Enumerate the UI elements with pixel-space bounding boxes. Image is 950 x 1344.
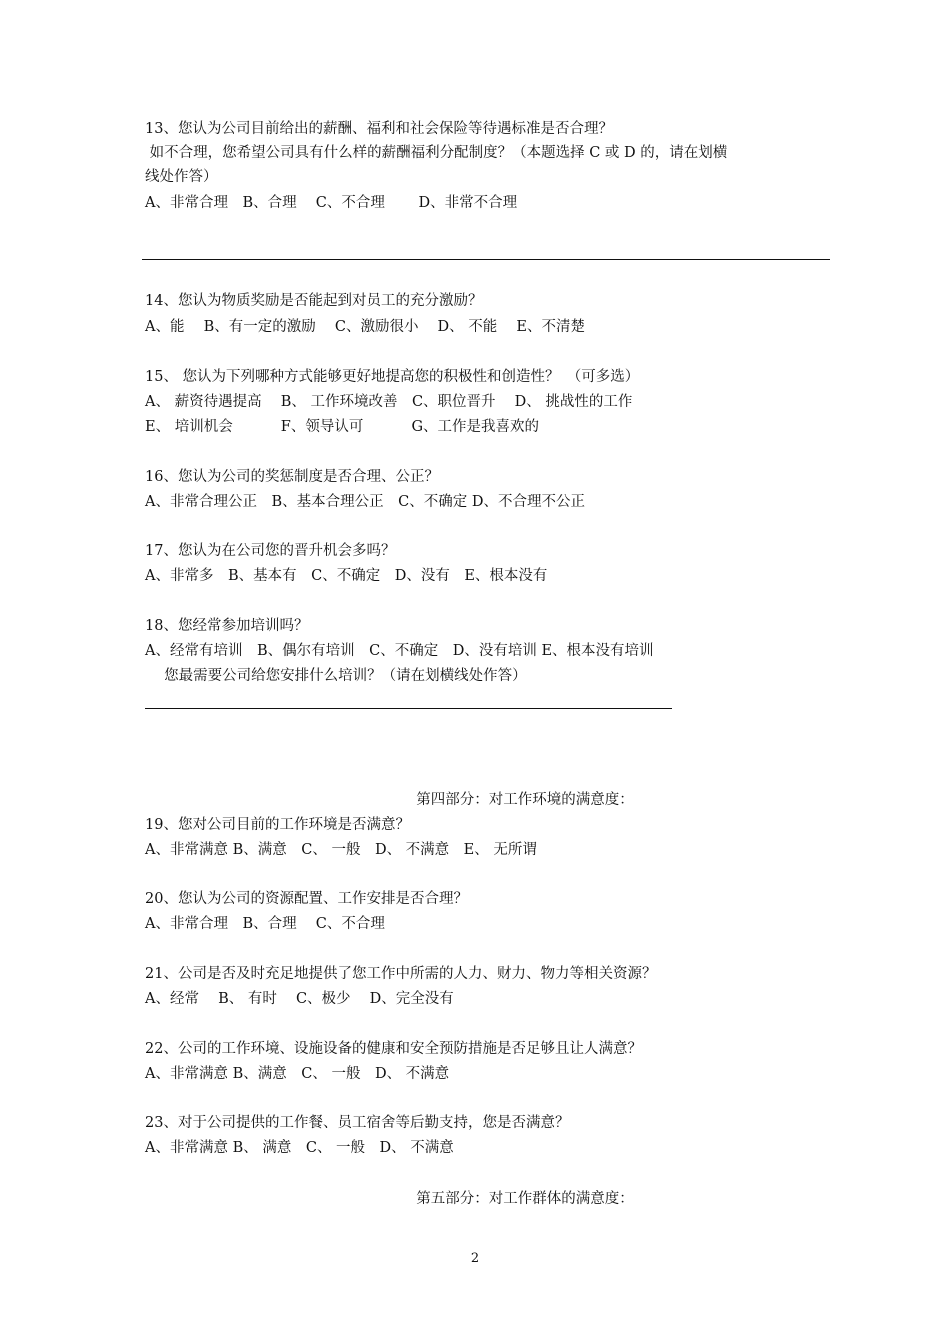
q19-question: 19、您对公司目前的工作环境是否满意？ [145,817,410,833]
section-5-title: 第五部分：对工作群体的满意度： [416,1191,634,1207]
q13-follow-up: 如不合理，您希望公司具有什么样的薪酬福利分配制度？（本题选择 C 或 D 的，请在划横 [145,145,728,161]
q20-options: A、非常合理 B、合理 C、不合理 [145,916,385,932]
q20-question: 20、您认为公司的资源配置、工作安排是否合理？ [145,891,468,907]
q22-question: 22、公司的工作环境、设施设备的健康和安全预防措施是否足够且让人满意？ [145,1041,642,1057]
q21-question: 21、公司是否及时充足地提供了您工作中所需的人力、财力、物力等相关资源？ [145,966,657,982]
q13-question: 13、您认为公司目前给出的薪酬、福利和社会保险等待遇标准是否合理？ [145,121,613,137]
q14-question: 14、您认为物质奖励是否能起到对员工的充分激励？ [145,293,483,309]
q15-options-row2: E、 培训机会 F、领导认可 G、工作是我喜欢的 [145,419,540,435]
q13-answer-line[interactable] [142,259,830,260]
q15-question: 15、 您认为下列哪种方式能够更好地提高您的积极性和创造性？ （可多选） [145,369,640,385]
q18-follow-up: 您最需要公司给您安排什么培训？（请在划横线处作答） [145,668,527,684]
q16-options: A、非常合理公正 B、基本合理公正 C、不确定 D、不合理不公正 [145,494,585,510]
q18-options: A、经常有培训 B、偶尔有培训 C、不确定 D、没有培训 E、根本没有培训 [145,643,654,659]
q18-answer-line[interactable] [145,708,672,709]
section-4-title: 第四部分：对工作环境的满意度： [416,792,634,808]
q14-options: A、能 B、有一定的激励 C、激励很小 D、 不能 E、不清楚 [145,319,585,335]
q16-question: 16、您认为公司的奖惩制度是否合理、公正？ [145,469,439,485]
q15-options-row1: A、 薪资待遇提高 B、 工作环境改善 C、职位晋升 D、 挑战性的工作 [145,394,633,410]
q21-options: A、经常 B、 有时 C、极少 D、完全没有 [145,991,454,1007]
page-number: 2 [470,1251,480,1266]
q13-options: A、非常合理 B、合理 C、不合理 D、非常不合理 [145,195,518,211]
q23-options: A、非常满意 B、 满意 C、 一般 D、 不满意 [145,1140,454,1156]
q18-question: 18、您经常参加培训吗？ [145,618,309,634]
q23-question: 23、对于公司提供的工作餐、员工宿舍等后勤支持，您是否满意？ [145,1115,570,1131]
q17-options: A、非常多 B、基本有 C、不确定 D、没有 E、根本没有 [145,568,548,584]
q22-options: A、非常满意 B、满意 C、 一般 D、 不满意 [145,1066,450,1082]
q13-follow-up-cont: 线处作答） [145,169,218,185]
q19-options: A、非常满意 B、满意 C、 一般 D、 不满意 E、 无所谓 [145,842,537,858]
q17-question: 17、您认为在公司您的晋升机会多吗？ [145,543,396,559]
